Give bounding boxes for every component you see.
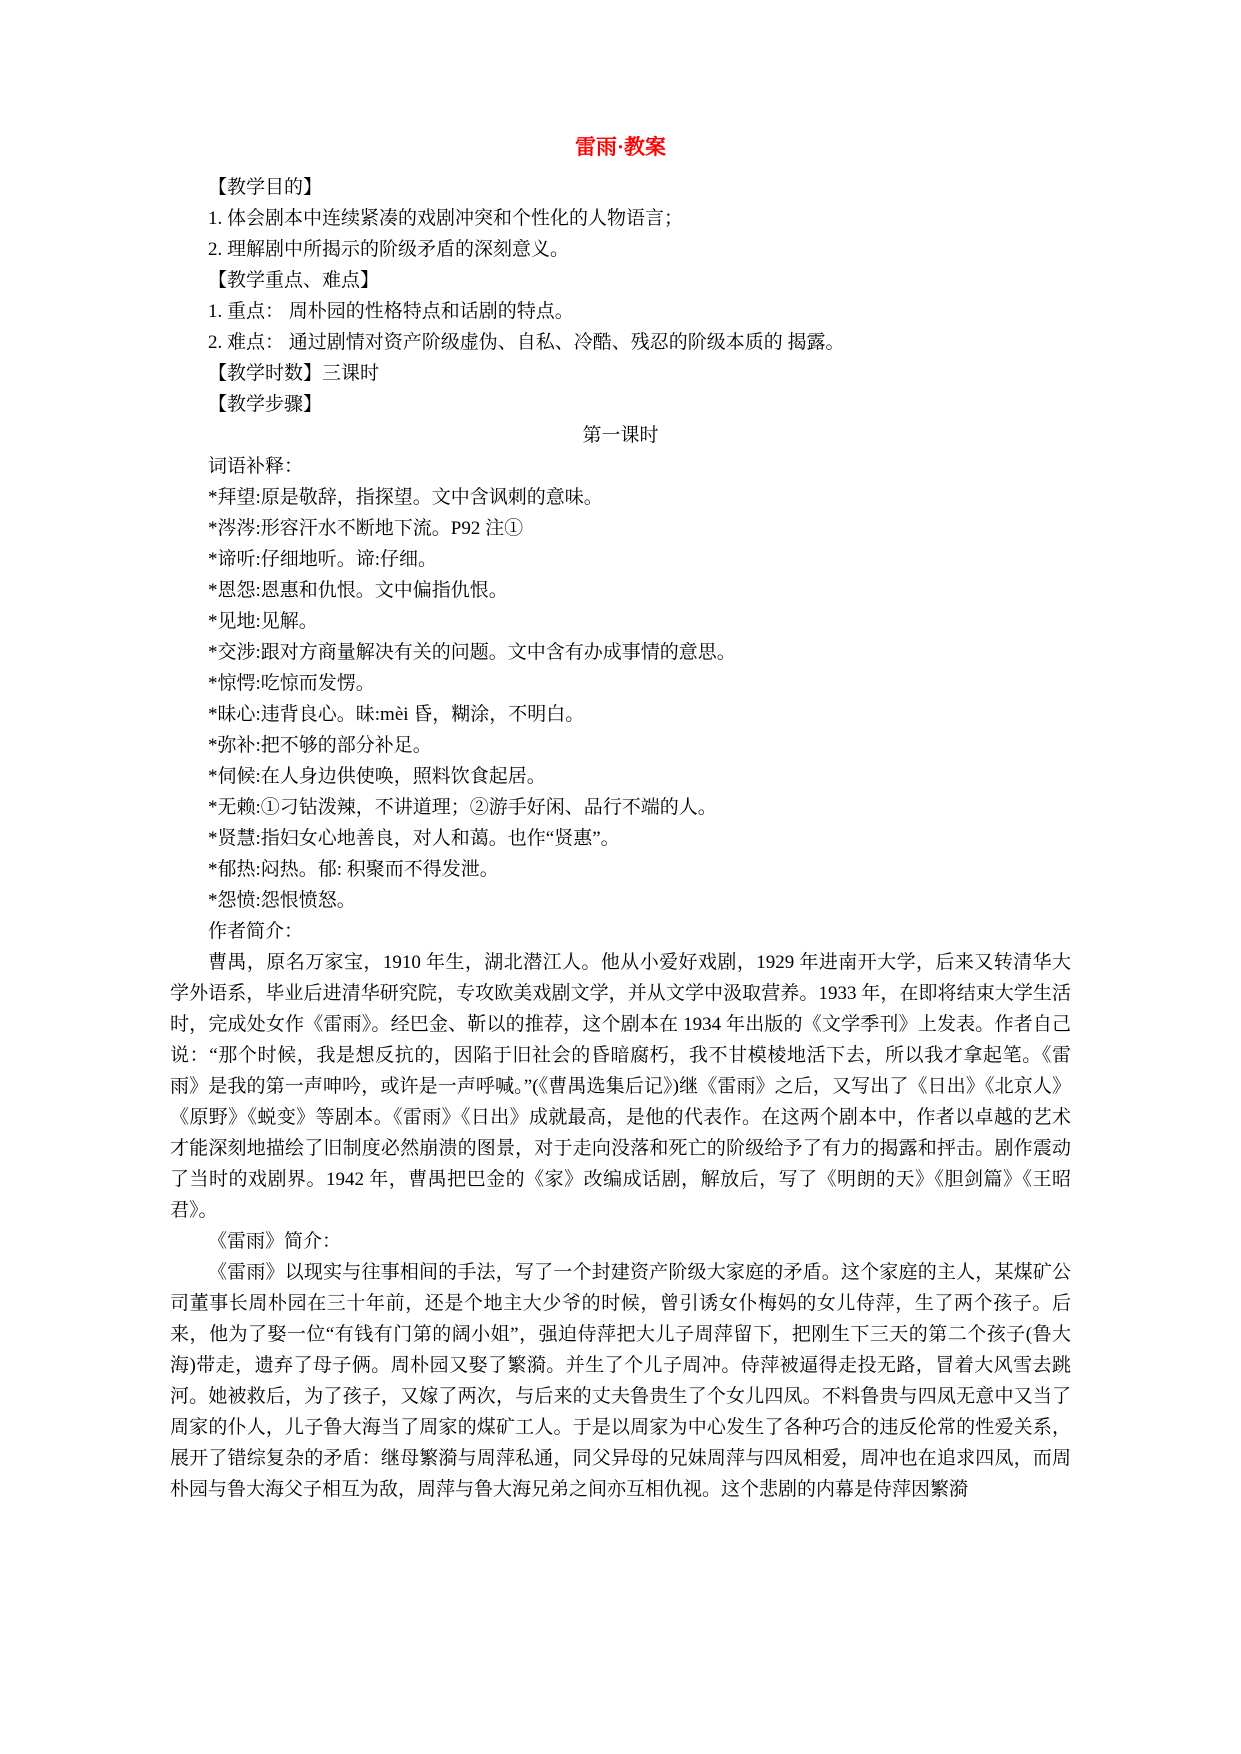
synopsis-section-header: 《雷雨》简介： — [208, 1231, 342, 1252]
vocab-item: *无赖:①刁钻泼辣，不讲道理；②游手好闲、品行不端的人。 — [208, 797, 717, 818]
objective-item: 1. 体会剧本中连续紧凑的戏剧冲突和个性化的人物语言； — [208, 208, 684, 229]
vocab-item: *郁热:闷热。郁: 积聚而不得发泄。 — [208, 859, 499, 880]
objectives-header: 【教学目的】 — [208, 177, 323, 198]
vocab-item: *恩怨:恩惠和仇恨。文中偏指仇恨。 — [208, 580, 508, 601]
vocab-item: *贤慧:指妇女心地善良，对人和蔼。也作“贤惠”。 — [208, 828, 620, 849]
vocab-item: *弥补:把不够的部分补足。 — [208, 735, 432, 756]
synopsis-paragraph: 《雷雨》以现实与往事相间的手法，写了一个封建资产阶级大家庭的矛盾。这个家庭的主人，某煤矿公司董事长周朴园在三十年前，还是个地主大少爷的时候，曾引诱女仆梅妈的女儿侍萍，生了两个孩子。后来，他为了娶一位“有钱有门第的阔小姐”，强迫侍萍把大儿子周萍留下，把刚生下三天的第二个孩子(鲁大海)带走，遗弃了母子俩。周朴园又娶了繁漪。并生了个儿子周冲。侍萍被逼得走投无路，冒着大风雪去跳河。她被救后，为了孩子，又嫁了两次，与后来的丈夫鲁贵生了个女儿四凤。不料鲁贵与四凤无意中又当了周家的仆人，儿子鲁大海当了周家的煤矿工人。于是以周家为中心发生了各种巧合的违反伦常的性爱关系，展开了错综复杂的矛盾：继母繁漪与周萍私通，同父异母的兄妹周萍与四凤相爱，周冲也在追求四凤，而周朴园与鲁大海父子相互为敌，周萍与鲁大海兄弟之间亦互相仇视。这个悲剧的内幕是侍萍因繁漪 — [170, 1262, 1071, 1500]
vocab-item: *伺候:在人身边供使唤，照料饮食起居。 — [208, 766, 546, 787]
vocab-item: *涔涔:形容汗水不断地下流。P92 注① — [208, 518, 524, 539]
author-section-header: 作者简介： — [208, 921, 304, 942]
keypoints-header: 【教学重点、难点】 — [208, 270, 380, 291]
steps-header: 【教学步骤】 — [208, 394, 323, 415]
vocab-item: *昧心:违背良心。昧:mèi 昏，糊涂，不明白。 — [208, 704, 585, 725]
vocab-item: *交涉:跟对方商量解决有关的问题。文中含有办成事情的意思。 — [208, 642, 736, 663]
vocab-item: *谛听:仔细地听。谛:仔细。 — [208, 549, 438, 570]
author-bio-paragraph: 曹禺，原名万家宝，1910 年生，湖北潜江人。他从小爱好戏剧，1929 年进南开大学，后来又转清华大学外语系，毕业后进清华研究院，专攻欧美戏剧文学，并从文学中汲取营养。1933 年，在即将结束大学生活时，完成处女作《雷雨》。经巴金、靳以的推荐，这个剧本在 1934 年出版的《文学季刊》上发表。作者自己说：“那个时候，我是想反抗的，因陷于旧社会的昏暗腐朽，我不甘模棱地活下去，所以我才拿起笔。《雷雨》是我的第一声呻吟，或许是一声呼喊。”(《曹禺选集后记》)继《雷雨》之后，又写出了《日出》《北京人》《原野》《蜕变》等剧本。《雷雨》《日出》成就最高，是他的代表作。在这两个剧本中，作者以卓越的艺术才能深刻地描绘了旧制度必然崩溃的图景，对于走向没落和死亡的阶级给予了有力的揭露和抨击。剧作震动了当时的戏剧界。1942 年，曹禺把巴金的《家》改编成话剧，解放后，写了《明朗的天》《胆剑篇》《王昭君》。 — [170, 952, 1071, 1221]
objective-item: 2. 理解剧中所揭示的阶级矛盾的深刻意义。 — [208, 239, 570, 260]
document-title: 雷雨·教案 — [574, 135, 666, 159]
vocab-item: *惊愕:吃惊而发愣。 — [208, 673, 375, 694]
class-hours-line: 【教学时数】三课时 — [208, 363, 380, 384]
vocab-item: *拜望:原是敬辞，指探望。文中含讽刺的意味。 — [208, 487, 603, 508]
vocab-item: *见地:见解。 — [208, 611, 318, 632]
vocab-header: 词语补释： — [208, 456, 304, 477]
vocab-item: *怨愤:怨恨愤怒。 — [208, 890, 356, 911]
keypoint-item: 2. 难点： 通过剧情对资产阶级虚伪、自私、冷酷、残忍的阶级本质的 揭露。 — [208, 332, 845, 353]
lesson-one-heading: 第一课时 — [582, 425, 659, 446]
keypoint-item: 1. 重点： 周朴园的性格特点和话剧的特点。 — [208, 301, 574, 322]
